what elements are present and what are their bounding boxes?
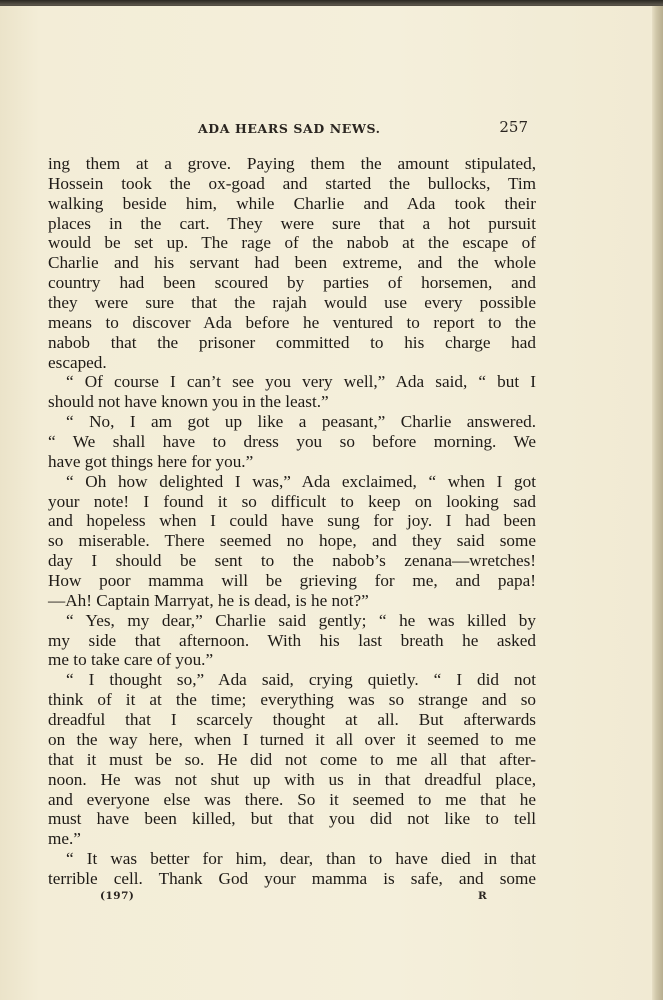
text-line: think of it at the time; everything was so strange and so	[48, 690, 536, 710]
text-line: “ Oh how delighted I was,” Ada exclaimed, “ when I got	[66, 471, 536, 491]
text-line: should not have known you in the least.”	[48, 392, 329, 412]
text-line: “ Yes, my dear,” Charlie said gently; “ he was killed by	[66, 610, 536, 630]
page-number: 257	[499, 118, 528, 136]
text-line: and everyone else was there. So it seemed to me that he	[48, 789, 536, 809]
text-line: dreadful that I scarcely thought at all. But afterwards	[48, 710, 536, 730]
text-line: “ We shall have to dress you so before morning. We	[48, 432, 536, 452]
text-line: “ I thought so,” Ada said, crying quietly. “ I did not	[66, 670, 536, 690]
text-line: nabob that the prisoner committed to his charge had	[48, 332, 536, 352]
text-line: that it must be so. He did not come to me all that after-	[48, 749, 536, 769]
signature-letter: R	[478, 890, 487, 902]
text-line: have got things here for you.”	[48, 451, 254, 471]
text-line: “ It was better for him, dear, than to have died in that	[66, 849, 536, 869]
printer-signature: (197)	[100, 890, 135, 902]
text-line: they were sure that the rajah would use every possible	[48, 293, 536, 313]
text-line: escaped.	[48, 352, 107, 372]
text-line: “ Of course I can’t see you very well,” Ada said, “ but I	[66, 372, 536, 392]
text-line: —Ah! Captain Marryat, he is dead, is he not?”	[48, 590, 369, 610]
running-title: ADA HEARS SAD NEWS.	[198, 121, 381, 136]
text-line: and hopeless when I could have sung for joy. I had been	[48, 511, 536, 531]
body-text	[48, 154, 536, 889]
page-right-edge	[652, 6, 663, 1000]
text-line: so miserable. There seemed no hope, and they said some	[48, 531, 536, 551]
text-line: “ No, I am got up like a peasant,” Charlie answered.	[66, 412, 536, 432]
running-header	[48, 116, 534, 140]
text-line: terrible cell. Thank God your mamma is safe, and some	[48, 868, 536, 888]
text-line: walking beside him, while Charlie and Ada took their	[48, 193, 536, 213]
text-line: means to discover Ada before he ventured to report to the	[48, 312, 536, 332]
text-line: me to take care of you.”	[48, 650, 214, 670]
text-line: my side that afternoon. With his last breath he asked	[48, 630, 536, 650]
text-line: country had been scoured by parties of horsemen, and	[48, 273, 536, 293]
text-line: on the way here, when I turned it all over it seemed to me	[48, 729, 536, 749]
text-line: noon. He was not shut up with us in that dreadful place,	[48, 769, 536, 789]
text-line: me.”	[48, 829, 81, 849]
text-line: How poor mamma will be grieving for me, and papa!	[48, 571, 536, 591]
text-line: your note! I found it so difficult to keep on looking sad	[48, 491, 536, 511]
text-line: ing them at a grove. Paying them the amount stipulated,	[48, 154, 536, 173]
text-line: Charlie and his servant had been extreme, and the whole	[48, 253, 536, 273]
text-line: must have been killed, but that you did not like to tell	[48, 809, 536, 829]
text-line: places in the cart. They were sure that a hot pursuit	[48, 213, 536, 233]
text-line: day I should be sent to the nabob’s zenana—wretches!	[48, 551, 536, 571]
text-line: would be set up. The rage of the nabob at the escape of	[48, 233, 536, 253]
text-line: Hossein took the ox-goad and started the bullocks, Tim	[48, 173, 536, 193]
